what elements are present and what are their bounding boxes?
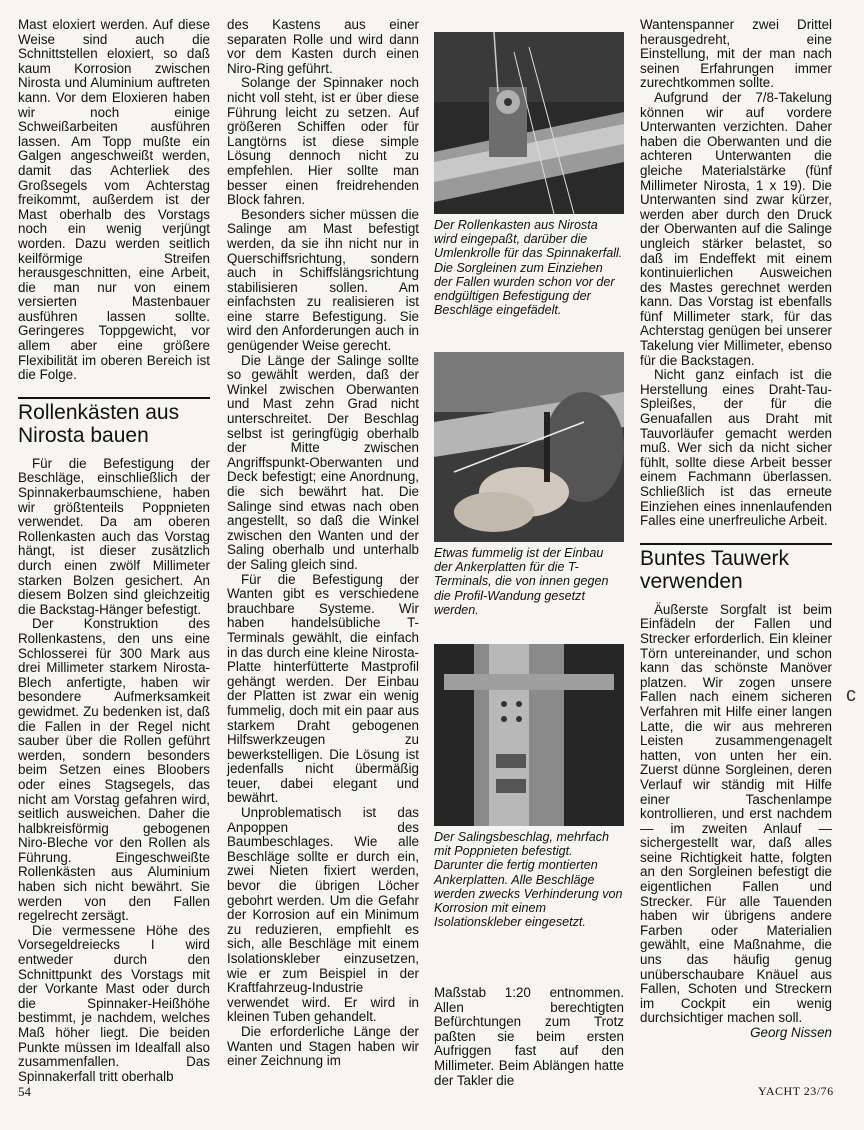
- paragraph: Mast eloxiert werden. Auf diese Weise sind auch die Schnittstellen eloxiert, so daß kaum Korrosion zwischen Nirosta und Aluminium auftreten kann. Vor dem Eloxieren haben wir noch einige Schweißarbeiten ausführen lassen. Am Topp mußte ein Galgen angeschweißt werden, damit das Achterliek des Großsegels vom Achterstag freikommt, außerdem ist der Mast oberhalb des Vorstags noch ein wenig verjüngt worden. Dazu werden seitlich keilförmige Streifen herausgeschnitten, eine Arbeit, die man nur von einem versierten Mastenbauer ausführen lassen sollte. Geringeres Toppgewicht, vor allem aber eine größere Flexibilität im oberen Bereich ist die Folge.: [18, 17, 210, 383]
- section-headline: Rollenkästen aus Nirosta bauen: [18, 397, 210, 447]
- photo-caption: Der Salingsbeschlag, mehrfach mit Poppnieten befestigt. Darunter die fertig montierten Ankerplatten. Alle Beschläge werden zwecks Verhinderung von Korrosion mit einem Isolationskleber eingesetzt.: [434, 830, 623, 930]
- paragraph: Die vermessene Höhe des Vorsegeldreiecks I wird entweder durch den Schnittpunkt des Vorstags mit der Vorkante Mast oder durch die Spinnaker-Heißhöhe bestimmt, je nachdem, welches Maß höher liegt. Die beiden Punkte müssen im Idealfall also zusammenfallen. Das Spinnakerfall tritt oberhalb: [18, 922, 210, 1084]
- section-headline: Buntes Tauwerk verwenden: [640, 543, 832, 593]
- paragraph: Aufgrund der 7/8-Takelung können wir auf vordere Unterwanten verzichten. Daher haben die Oberwanten und die achteren Unterwanten die gleiche Materialstärke (fünf Millimeter Nirosta, 1 x 19). Die Unterwanten sind zwar kürzer, werden aber durch den Druck der Oberwanten auf die Salinge ungleich stärker belastet, so daß im Endeffekt mit einem kontinuierlichen Ausweichen des Mastes gerechnet werden kann. Das Vorstag ist ebenfalls fünf Millimeter stark, für das Achterstag genügen bei unserer Takelung vier Millimeter, ebenso für die Backstagen.: [640, 89, 832, 368]
- paragraph: Der Konstruktion des Rollenkastens, den uns eine Schlosserei für 300 Mark aus drei Millimeter starkem Nirosta-Blech anfertigte, haben wir besondere Aufmerksamkeit gewidmet. Zu bedenken ist, daß die Fallen in der Regel nicht sauber über die Rollen geführt werden, sondern besonders beim Setzen eines Bloobers oder eines Stagsegels, das nicht am Vorstag gefahren wird, seitlich ausweichen. Daher die halbkreisförmig gebogenen Niro-Bleche vor den Rollen als Führung. Eingeschweißte Rollenkästen aus Aluminium haben sich nicht bewährt. Sie werden von den Fallen regelrecht zersägt.: [18, 616, 210, 924]
- paragraph: Nicht ganz einfach ist die Herstellung eines Draht-Tau-Spleißes, der für die Genuafallen aus Draht mit Tauvorläufer gemacht werden muß. Wer sich da nicht sicher fühlt, sollte diese Arbeit besser einem Fachmann überlassen. Schließlich ist das erneute Einziehen eines innenlaufenden Falles eine unerfreuliche Arbeit.: [640, 367, 832, 529]
- photo-roller-box: [434, 32, 624, 214]
- margin-mark: c: [846, 684, 856, 706]
- paragraph: Für die Befestigung der Beschläge, einschließlich der Spinnakerbaumschiene, haben wir größtenteils Poppnieten verwendet. Da am oberen Rollenkasten auch das Vorstag hängt, ist dieser zusätzlich durch einen zwölf Millimeter starken Bolzen gesichert. An diesem Bolzen sind gleichzeitig die Backstag-Hänger befestigt.: [18, 455, 210, 617]
- paragraph: Maßstab 1:20 entnommen. Allen berechtigten Befürchtungen zum Trotz paßten sie beim ersten Aufriggen fast auf den Millimeter. Beim Ablängen hatte der Takler die: [434, 985, 624, 1088]
- paragraph: Die Länge der Salinge sollte so gewählt werden, daß der Winkel zwischen Oberwanten und Mast zehn Grad nicht unterschreitet. Der Beschlag selbst ist geringfügig oberhalb der Mitte zwischen Angriffspunkt-Oberwanten und Deck befestigt; eine Anordnung, die sich bewährt hat. Die Salinge sind etwas nach oben angestellt, so daß die Winkel zwischen den Wanten und der Saling oberhalb und unterhalb der Saling gleich sind.: [227, 352, 419, 572]
- photo-caption: Etwas fummelig ist der Einbau der Ankerplatten für die T-Terminals, die von innen gegen die Profil-Wandung gesetzt werden.: [434, 546, 609, 617]
- paragraph: Die erforderliche Länge der Wanten und Stagen haben wir einer Zeichnung im: [227, 1023, 419, 1069]
- paragraph: Solange der Spinnaker noch nicht voll steht, ist er über diese Führung leicht zu setzen. Auf größeren Schiffen oder für Langtörns ist diese simple Lösung dennoch nicht zu empfehlen. Hier sollte man besser einen freidrehenden Block fahren.: [227, 75, 419, 208]
- text-column-3: [434, 986, 624, 1088]
- text-column-4: [640, 18, 832, 1041]
- paragraph: Besonders sicher müssen die Salinge am Mast befestigt werden, da sie ihn nicht nur in Querschiffsrichtung, sondern auch in Schiffslängsrichtung stabilisieren sollen. Am einfachsten zu realisieren ist eine starre Befestigung. Sie wird den Anforderungen auch in genügender Weise gerecht.: [227, 206, 419, 354]
- paragraph: Für die Befestigung der Wanten gibt es verschiedene brauchbare Systeme. Wir haben handelsübliche T-Terminals gewählt, die einfach in das durch eine kleine Nirosta-Platte hinterfütterte Mastprofil gehängt werden. Der Einbau der Platten ist zwar ein wenig fummelig, doch mit ein paar aus starkem Draht gebogenen Hilfswerkzeugen zu bewerkstelligen. Die Lösung ist jedenfalls nicht übermäßig teuer, dabei elegant und bewährt.: [227, 571, 419, 806]
- paragraph: Unproblematisch ist das Anpoppen des Baumbeschlages. Wie alle Beschläge sollte er durch ein, zwei Nieten fixiert werden, bevor die übrigen Löcher gebohrt werden. Um die Gefahr der Korrosion auf ein Minimum zu reduzieren, empfiehlt es sich, alle Beschläge mit einem Isolationskleber einzusetzen, wie er zum Beispiel in der Kraftfahrzeug-Industrie verwendet wird. Er wird in kleinen Tuben gehandelt.: [227, 805, 419, 1025]
- paragraph: des Kastens aus einer separaten Rolle und wird dann vor dem Kasten durch einen Niro-Ring geführt.: [227, 17, 419, 76]
- paragraph: Wantenspanner zwei Drittel herausgedreht, eine Einstellung, mit der man nach seinen Erfahrungen immer zurechtkommen sollte.: [640, 17, 832, 91]
- paragraph: Äußerste Sorgfalt ist beim Einfädeln der Fallen und Strecker erforderlich. Ein kleiner Törn untereinander, und schon kann das schönste Manöver platzen. Wir zogen unsere Fallen nach einem sicheren Verfahren mit Hilfe einer langen Latte, die wir aus mehreren Leisten zusammengenagelt hatten, von unten her ein. Zuerst dünne Sorgleinen, deren Verlauf wir ständig mit Hilfe einer Taschenlampe kontrollieren, und erst nachdem — im zweiten Anlauf — sichergestellt war, daß alles seine Richtigkeit hatte, folgten an den Sorgleinen befestigt die eigentlichen Fallen und Strecker. Für alle Tauenden haben wir übrigens andere Farben oder Materialien gewählt, eine Maßnahme, die uns das häufig genug unüberschaubare Knäuel aus Fallen, Schoten und Streckern im Cockpit ein wenig durchsichtiger machen soll.: [640, 601, 832, 1026]
- issue-label: YACHT 23/76: [758, 1084, 834, 1098]
- photo-spreader-fitting: [434, 644, 624, 826]
- text-column-1: [18, 18, 210, 1084]
- author-signature: Georg Nissen: [750, 1025, 832, 1040]
- photo-caption: Der Rollenkasten aus Nirosta wird eingepaßt, darüber die Umlenkrolle für das Spinnakerfall. Die Sorgleinen zum Einziehen der Fallen wurden schon vor der endgültigen Befestigung der Beschläge eingefädelt.: [434, 218, 623, 318]
- photo-anchor-plates: [434, 352, 624, 542]
- text-column-2: [227, 18, 419, 1069]
- page-number: 54: [18, 1084, 31, 1099]
